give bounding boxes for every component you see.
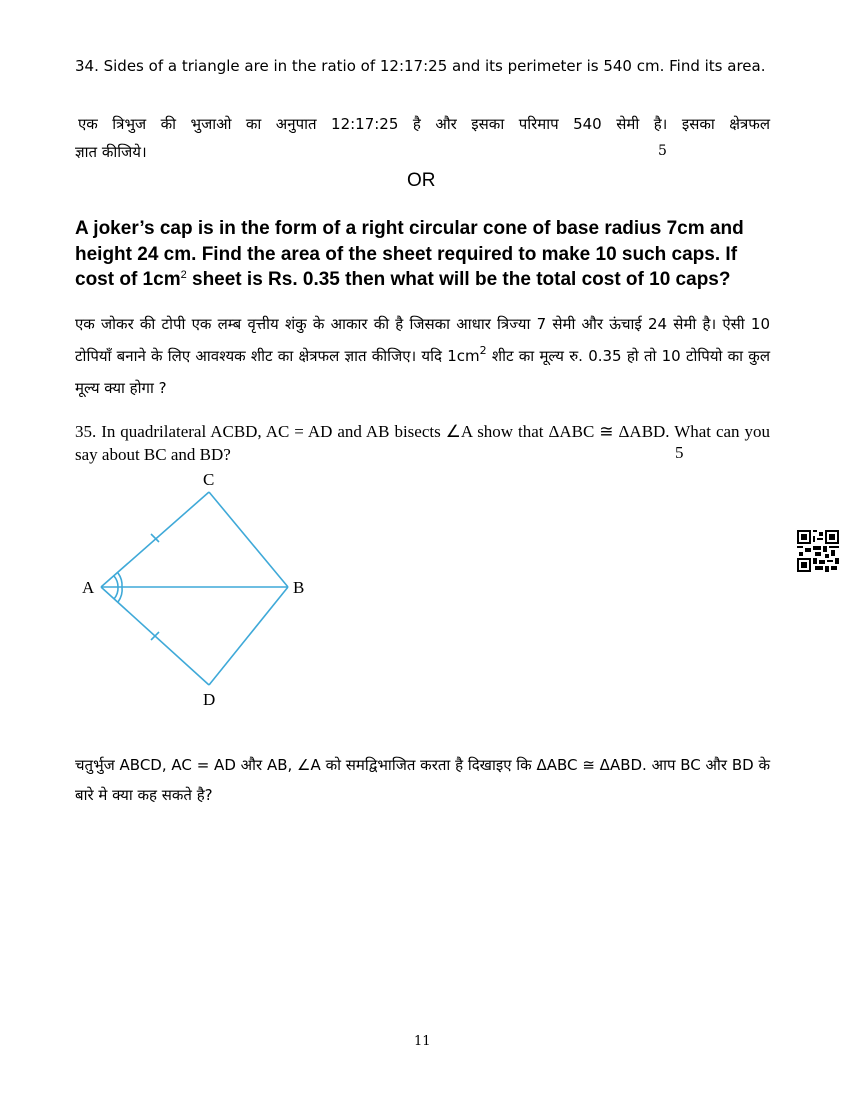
joker-english-part1: A joker’s cap is in the form of a right circular cone of base radius 7cm and height 24 cm. Find the area of the sheet required to make 10 such caps. If cost of 1cm	[75, 218, 744, 290]
quadrilateral-lines	[101, 492, 288, 685]
question-34-hindi-line1: एक त्रिभुज की भुजाओ का अनुपात 12:17:25 है और इसका परिमाप 540 सेमी है। इसका क्षेत्रफल	[78, 115, 770, 133]
side-db	[209, 587, 288, 685]
vertex-label-d: D	[203, 690, 216, 709]
question-35-english: 35. In quadrilateral ACBD, AC = AD and AB bisects ∠A show that ΔABC ≅ ΔABD. What can you say about BC and BD?	[75, 422, 770, 464]
joker-english-part2: sheet is Rs. 0.35 then what will be the total cost of 10 caps?	[186, 269, 731, 290]
side-cb	[209, 492, 288, 587]
or-label: OR	[407, 170, 436, 191]
joker-hindi-part1: एक जोकर की टोपी एक लम्ब वृत्तीय शंकु के आकार की है जिसका आधार त्रिज्या 7 सेमी और ऊंचाई 24 सेमी है। ऐसी 10 टोपियाँ बनाने के लिए आवश्यक शीट का क्षेत्रफल ज्ञात कीजिए। यदि 1cm	[75, 315, 770, 365]
joker-hindi-part2: शीट का मूल्य रु. 0.35 हो तो 10 टोपियो का कुल मूल्य क्या होगा ?	[75, 347, 770, 397]
quadrilateral-diagram	[60, 460, 340, 720]
vertex-label-c: C	[203, 470, 215, 489]
vertex-label-b: B	[293, 578, 305, 597]
vertex-label-a: A	[82, 578, 95, 597]
angle-arc-upper	[114, 576, 118, 587]
page-number: 11	[414, 1034, 431, 1049]
side-ac	[101, 492, 209, 587]
question-35-hindi: चतुर्भुज ABCD, AC = AD और AB, ∠A को समद्विभाजित करता है दिखाइए कि ΔABC ≅ ΔABD. आप BC और BD के बारे मे क्या कह सकते है?	[75, 756, 770, 804]
joker-question-hindi	[75, 308, 770, 404]
question-35-marks: 5	[675, 443, 684, 462]
joker-question-english	[75, 216, 770, 293]
qr-code-icon	[797, 530, 839, 572]
question-34-hindi-line2: ज्ञात कीजिये।	[75, 143, 147, 161]
question-34-marks: 5	[658, 143, 667, 159]
question-34-english: 34. Sides of a triangle are in the ratio of 12:17:25 and its perimeter is 540 cm. Find its area.	[75, 57, 766, 75]
joker-hindi-sup: 2	[479, 344, 487, 357]
angle-arc-lower	[114, 587, 118, 599]
joker-english-sup: 2	[180, 269, 187, 281]
